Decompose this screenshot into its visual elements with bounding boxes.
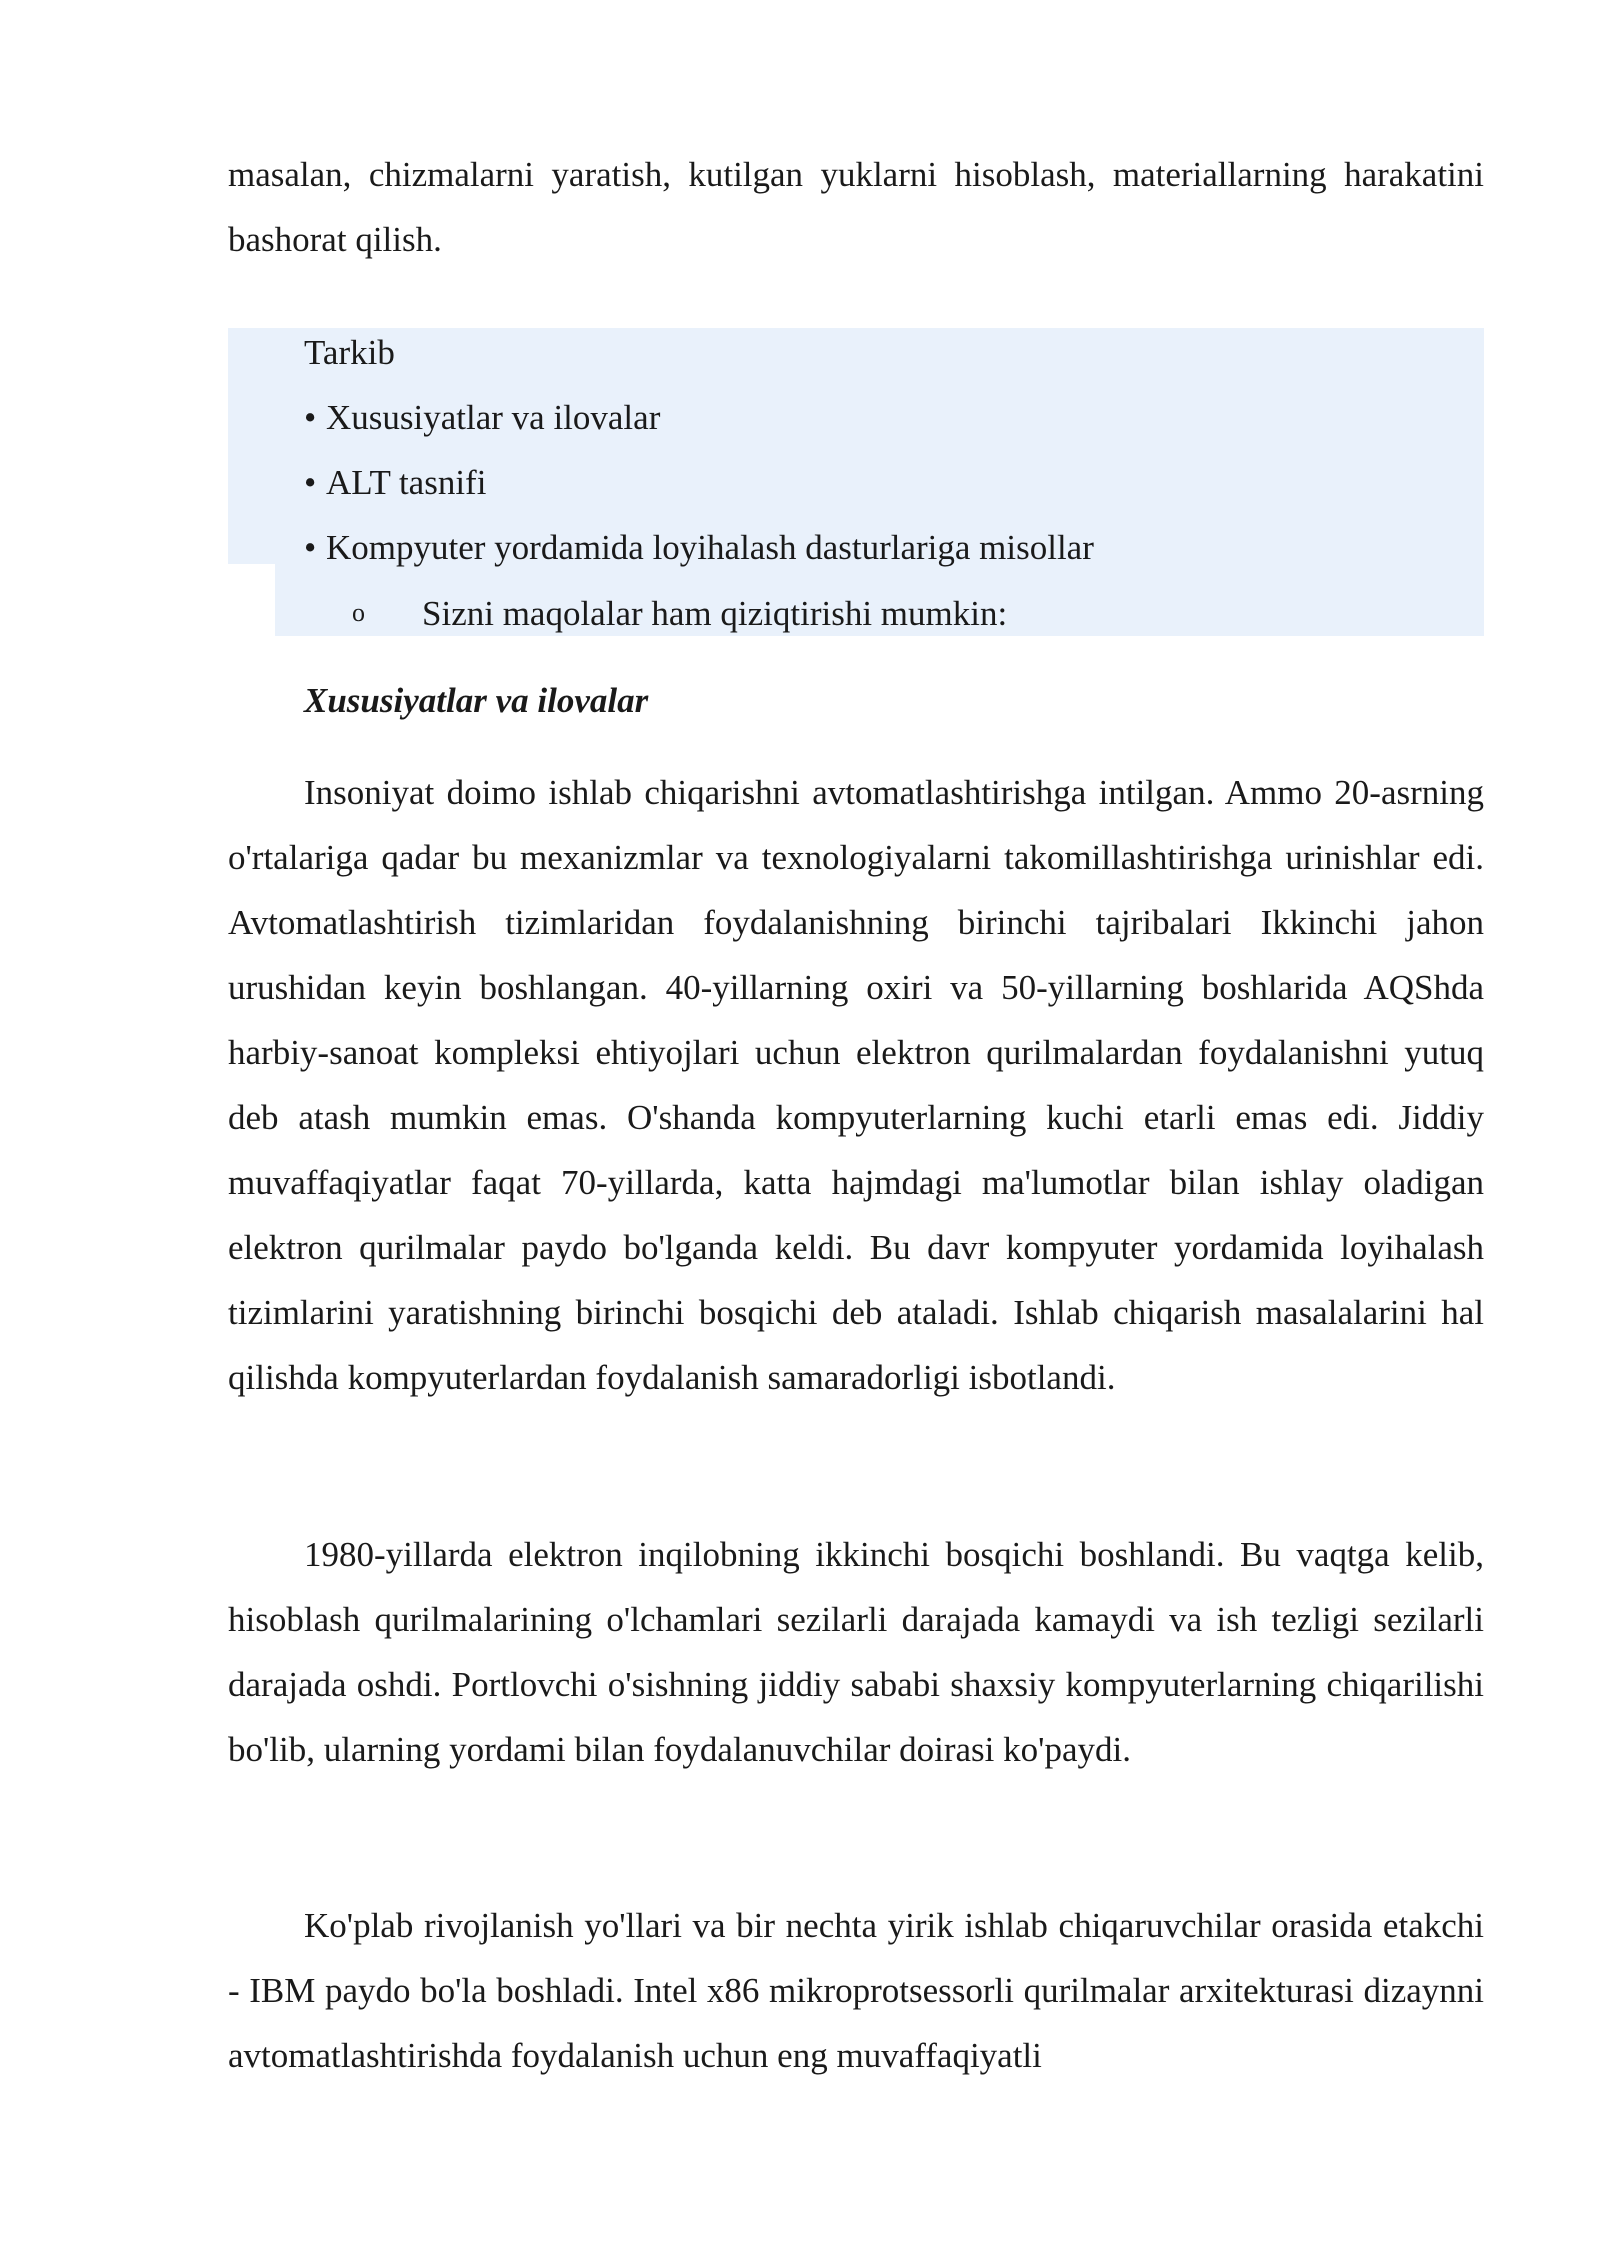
body-paragraph — [228, 1893, 1484, 2088]
bullet-icon: • — [304, 398, 317, 437]
toc-item[interactable] — [304, 385, 1474, 450]
bullet-icon: • — [304, 528, 317, 567]
toc-item-label: Xususiyatlar va ilovalar — [326, 398, 661, 437]
toc-item-label: Kompyuter yordamida loyihalash dasturlariga misollar — [326, 528, 1094, 567]
toc-sub-item[interactable] — [304, 580, 1474, 646]
toc-sub-item-label: Sizni maqolalar ham qiziqtirishi mumkin: — [422, 594, 1008, 633]
toc-item[interactable] — [304, 450, 1474, 515]
table-of-contents — [304, 320, 1474, 646]
paragraph-text: 1980-yillarda elektron inqilobning ikkinchi bosqichi boshlandi. Bu vaqtga kelib, hisoblash qurilmalarining o'lchamlari sezilarli darajada kamaydi va ish tezligi sezilarli darajada oshdi. Portlovchi o'sishning jiddiy sababi shaxsiy kompyuterlarning chiqarilishi bo'lib, ularning yordami bilan foydalanuvchilar doirasi ko'paydi. — [228, 1535, 1484, 1769]
paragraph-text: Ko'plab rivojlanish yo'llari va bir nechta yirik ishlab chiqaruvchilar orasida etakchi - IBM paydo bo'la boshladi. Intel x86 mikroprotsessorli qurilmalar arxitekturasi dizaynni avtomatlashtirishda foydalanish uchun eng muvaffaqiyatli — [228, 1906, 1484, 2075]
bullet-icon: • — [304, 463, 317, 502]
toc-title: Tarkib — [304, 333, 395, 372]
toc-item-label: ALT tasnifi — [326, 463, 487, 502]
toc-item[interactable] — [304, 515, 1474, 580]
section-heading: Xususiyatlar va ilovalar — [304, 681, 649, 720]
intro-paragraph — [228, 142, 1484, 272]
intro-text: masalan, chizmalarni yaratish, kutilgan yuklarni hisoblash, materiallarning harakatini bashorat qilish. — [228, 155, 1484, 259]
paragraph-text: Insoniyat doimo ishlab chiqarishni avtomatlashtirishga intilgan. Ammo 20-asrning o'rtalariga qadar bu mexanizmlar va texnologiyalarni takomillashtirishga urinishlar edi. Avtomatlashtirish tizimlaridan foydalanishning birinchi tajribalari Ikkinchi jahon urushidan keyin boshlangan. 40-yillarning oxiri va 50-yillarning boshlarida AQShda harbiy-sanoat kompleksi ehtiyojlari uchun elektron qurilmalardan foydalanishni yutuq deb atash mumkin emas. O'shanda kompyuterlarning kuchi etarli emas edi. Jiddiy muvaffaqiyatlar faqat 70-yillarda, katta hajmdagi ma'lumotlar bilan ishlay oladigan elektron qurilmalar paydo bo'lganda keldi. Bu davr kompyuter yordamida loyihalash tizimlarini yaratishning birinchi bosqichi deb ataladi. Ishlab chiqarish masalalarini hal qilishda kompyuterlardan foydalanish samaradorligi isbotlandi. — [228, 773, 1484, 1397]
body-paragraph — [228, 760, 1484, 1410]
circle-bullet-icon: o — [352, 598, 365, 627]
body-paragraph — [228, 1522, 1484, 1782]
